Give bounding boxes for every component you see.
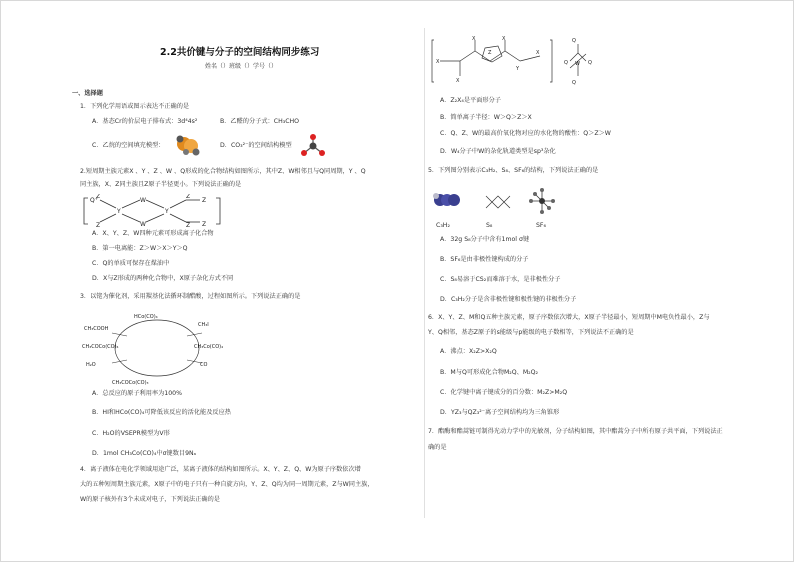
q6-stem-line2: Y、Q相邻，基态Z原子的s能级与p能级的电子数相等，下列说法不正确的是: [428, 329, 634, 336]
svg-text:HCo(CO)₄: HCo(CO)₄: [134, 314, 158, 320]
svg-text:CH₃I: CH₃I: [198, 322, 209, 328]
q5-option-c: C．S₈易溶于CS₂而难溶于水，是非极性分子: [440, 276, 561, 283]
page-title: 2.2共价键与分子的空间结构同步练习: [160, 47, 320, 58]
svg-text:X: X: [472, 36, 476, 42]
q6-option-c: C．化学键中离子键成分的百分数：M₂Z>M₂Q: [440, 389, 568, 396]
q5-stem: 5．下列图分别表示C₃H₂、S₈、SF₆的结构，下列说法正确的是: [428, 167, 599, 174]
q1-option-b: B．乙醛的分子式：CH₃CHO: [220, 118, 300, 125]
svg-text:Y: Y: [516, 66, 520, 72]
svg-text:Q⁺: Q⁺: [90, 197, 98, 204]
q5-option-d: D．C₃H₂分子是含非极性键和极性键的非极性分子: [440, 296, 577, 303]
q5-option-a: A．32g S₈分子中含有1mol σ键: [440, 236, 530, 243]
column-divider: [424, 28, 425, 518]
q6-stem-line1: 6．X、Y、Z、M和Q五种主族元素，原子序数依次增大，X原子半径最小，短周期中M电负性最小，Z与: [428, 314, 710, 321]
q1-stem: 1．下列化学用语或图示表达不正确的是: [80, 103, 190, 110]
q4-option-a: A．Z₂X₄是平面形分子: [440, 97, 501, 104]
q3-catalytic-cycle-diagram: [82, 308, 232, 392]
q3-option-c: C．H₂O的VSEPR模型为V形: [92, 430, 170, 437]
q7-stem-line2: 确的是: [428, 444, 447, 451]
q2-option-c: C．Q的单质可保存在煤油中: [92, 260, 170, 267]
q4-option-c: C．Q、Z、W的最高价氧化物对应的水化物的酸性：Q＞Z＞W: [440, 130, 611, 137]
q5-label-sf6: SF₆: [536, 222, 546, 229]
q4-ionic-liquid-structure: [430, 36, 600, 90]
q6-option-d: D．YZ₃与QZ₃²⁻离子空间结构均为三角锥形: [440, 409, 560, 416]
q4-option-d: D．W₄分子中W的杂化轨道类型是sp³杂化: [440, 148, 556, 155]
q2-stem-line1: 2.短周期主族元素X 、Y 、Z 、W 、Q形成的化合物结构如图所示，其中Z、W相邻且与Q同周期，Y 、Q: [80, 168, 366, 175]
svg-text:Z: Z: [202, 197, 207, 204]
svg-text:Q: Q: [572, 38, 576, 44]
q2-compound-structure: [82, 194, 222, 232]
q1-option-a: A．基态Cr的价层电子排布式：3d⁴4s²: [92, 118, 198, 125]
svg-text:Y: Y: [165, 208, 169, 215]
q3-stem: 3．以铑为催化剂，采用羰基化法循环制醋酸，过程如图所示。下列说法正确的是: [80, 293, 301, 300]
svg-text:CH₃COCo(CO)₄: CH₃COCo(CO)₄: [82, 344, 119, 350]
svg-text:CH₃COOH: CH₃COOH: [84, 326, 109, 332]
q2-option-b: B．第一电离能：Z＞W＞X＞Y＞Q: [92, 245, 188, 252]
q4-stem-line3: W的原子核外有3个未成对电子，下列说法正确的是: [80, 496, 220, 503]
svg-text:CO: CO: [200, 362, 208, 368]
q4-stem-line2: 大的五种短周期主族元素，X原子中的电子只有一种自旋方向，Y、Z、Q均为同一周期元素，Z与W同主族，: [80, 481, 374, 488]
q1-option-d: D．CO₃²⁻的空间结构模型: [220, 142, 292, 149]
student-info-line: 姓名（）班级（）学号（）: [205, 63, 278, 70]
svg-text:Q: Q: [588, 60, 592, 66]
q2-stem-line2: 同主族，X、Z同主族且Z原子半径更小。下列说法正确的是: [80, 181, 242, 188]
q7-stem-line1: 7．酯酶和酯蒿链可制得光动力学中的光敏剂，分子结构如图，其中酯蒿分子中所有原子共平面，下列说法正: [428, 428, 723, 435]
svg-text:X: X: [536, 50, 540, 56]
svg-text:Y: Y: [117, 208, 121, 215]
ethane-space-filling-model: [174, 134, 202, 162]
q5-option-b: B．SF₆是由非极性键构成的分子: [440, 256, 529, 263]
svg-text:Z: Z: [96, 194, 101, 200]
q4-option-b: B．简单离子半径：W＞Q＞Z＞X: [440, 114, 532, 121]
svg-text:CH₃Co(CO)₄: CH₃Co(CO)₄: [194, 344, 224, 350]
svg-text:W: W: [140, 221, 146, 228]
svg-text:Z: Z: [186, 222, 191, 228]
svg-text:X: X: [502, 36, 506, 42]
q2-option-a: A．X、Y、Z、W四种元素可形成离子化合物: [92, 230, 214, 237]
q5-label-c3h2: C₃H₂: [436, 222, 450, 229]
svg-text:Z: Z: [96, 222, 101, 228]
q3-option-d: D．1mol CH₃Co(CO)₄中σ键数目9Nₐ: [92, 450, 197, 457]
svg-text:W: W: [140, 197, 146, 204]
section-heading: 一、选择题: [72, 90, 103, 97]
carbonate-structure-model: [300, 134, 326, 162]
svg-text:Q: Q: [564, 60, 568, 66]
q2-option-d: D．X与Z形成的两种化合物中，X原子杂化方式不同: [92, 275, 234, 282]
svg-text:Z: Z: [186, 194, 191, 200]
q1-option-c: C．乙烷的空间填充模型：: [92, 142, 165, 149]
svg-text:X: X: [456, 78, 460, 84]
q3-option-a: A．总反应的原子利用率为100%: [92, 390, 182, 397]
svg-text:Z: Z: [202, 221, 207, 228]
svg-text:W: W: [575, 61, 580, 67]
svg-text:H₂O: H₂O: [86, 362, 96, 368]
svg-text:Q: Q: [572, 80, 576, 86]
svg-text:CH₃COCo(CO)₃: CH₃COCo(CO)₃: [112, 380, 149, 386]
q6-option-b: B．M与Q可形成化合物M₂Q、M₂Q₂: [440, 369, 538, 376]
svg-text:X: X: [436, 59, 440, 65]
q4-stem-line1: 4．离子液体在电化学领域用途广泛，某离子液体的结构如图所示。X、Y、Z、Q、W为原子序数依次增: [80, 466, 361, 473]
q6-option-a: A．沸点：X₂Z>X₂Q: [440, 348, 497, 355]
svg-text:Z: Z: [488, 50, 492, 56]
q3-option-b: B．HI和HCo(CO)₄可降低该反应的活化能及反应热: [92, 409, 231, 416]
q5-label-s8: S₈: [486, 222, 493, 229]
